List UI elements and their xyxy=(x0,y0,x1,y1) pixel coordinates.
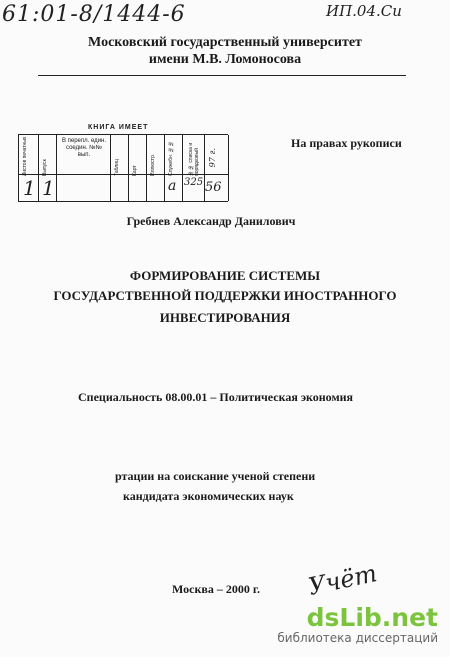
stamp-value-sheets: 1 xyxy=(23,176,36,200)
stamp-col-divider xyxy=(38,135,39,201)
handwritten-code: ИП.04.Си xyxy=(326,2,402,20)
stamp-col-divider xyxy=(182,135,183,201)
library-stamp xyxy=(18,122,238,202)
stamp-col-sheets: Листов печатных xyxy=(22,136,28,176)
specialty: Специальность 08.00.01 – Политическая экономия xyxy=(78,390,354,404)
dslib-tagline: библиотека диссертаций xyxy=(277,631,438,645)
stamp-col-divider xyxy=(110,135,111,201)
stamp-col-binding: В перепл. един. соедин. №№ вып. xyxy=(61,138,107,158)
dissertation-line-1: ртации на соискание ученой степени xyxy=(115,469,316,483)
stamp-col-divider xyxy=(164,135,165,201)
stamp-col-divider xyxy=(56,135,57,201)
university-name: Московский государственный университет xyxy=(88,35,362,50)
author-name: Гребнев Александр Данилович xyxy=(126,214,296,228)
stamp-col-service: Служебн. №№ xyxy=(168,140,174,176)
rights-label: На правах рукописи xyxy=(291,136,402,150)
stamp-bottom-border xyxy=(18,201,228,202)
stamp-col-divider xyxy=(128,135,129,201)
stamp-col-maps: Карт xyxy=(132,165,138,176)
header-underline xyxy=(38,75,406,76)
stamp-extra-number: 56 xyxy=(205,180,222,195)
stamp-extra-year: 97 г. xyxy=(208,148,217,168)
stamp-top-border xyxy=(18,134,228,135)
university-named-after: имени М.В. Ломоносова xyxy=(148,52,302,67)
dslib-watermark xyxy=(277,605,438,645)
stamp-col-illustrations: Иллюстр. xyxy=(150,153,156,176)
title-line-2: ГОСУДАРСТВЕННОЙ ПОДДЕРЖКИ ИНОСТРАННОГО xyxy=(53,288,397,303)
handwritten-signature: Учёт xyxy=(305,559,380,601)
dissertation-line-2: кандидата экономических наук xyxy=(123,489,294,503)
handwritten-catalog-number: 61:01-8/1444-6 xyxy=(2,2,186,27)
dslib-brand: dsLib.net xyxy=(306,603,438,632)
stamp-col-tables: Таблиц xyxy=(114,159,120,176)
stamp-header: КНИГА ИМЕЕТ xyxy=(88,124,149,131)
stamp-col-issue: Выпуск xyxy=(42,159,48,176)
stamp-value-issue: 1 xyxy=(42,176,55,200)
stamp-col-divider xyxy=(228,135,229,201)
title-line-3: ИНВЕСТИРОВАНИЯ xyxy=(159,310,291,325)
stamp-col-divider xyxy=(18,135,19,201)
title-line-1: ФОРМИРОВАНИЕ СИСТЕМЫ xyxy=(129,268,321,283)
stamp-col-divider xyxy=(146,135,147,201)
stamp-col-list-number: №№ списка и порядковый xyxy=(188,142,200,176)
stamp-value-service: a xyxy=(168,178,177,194)
stamp-value-list-number: 325 xyxy=(184,177,204,188)
city-year: Москва – 2000 г. xyxy=(172,582,260,596)
